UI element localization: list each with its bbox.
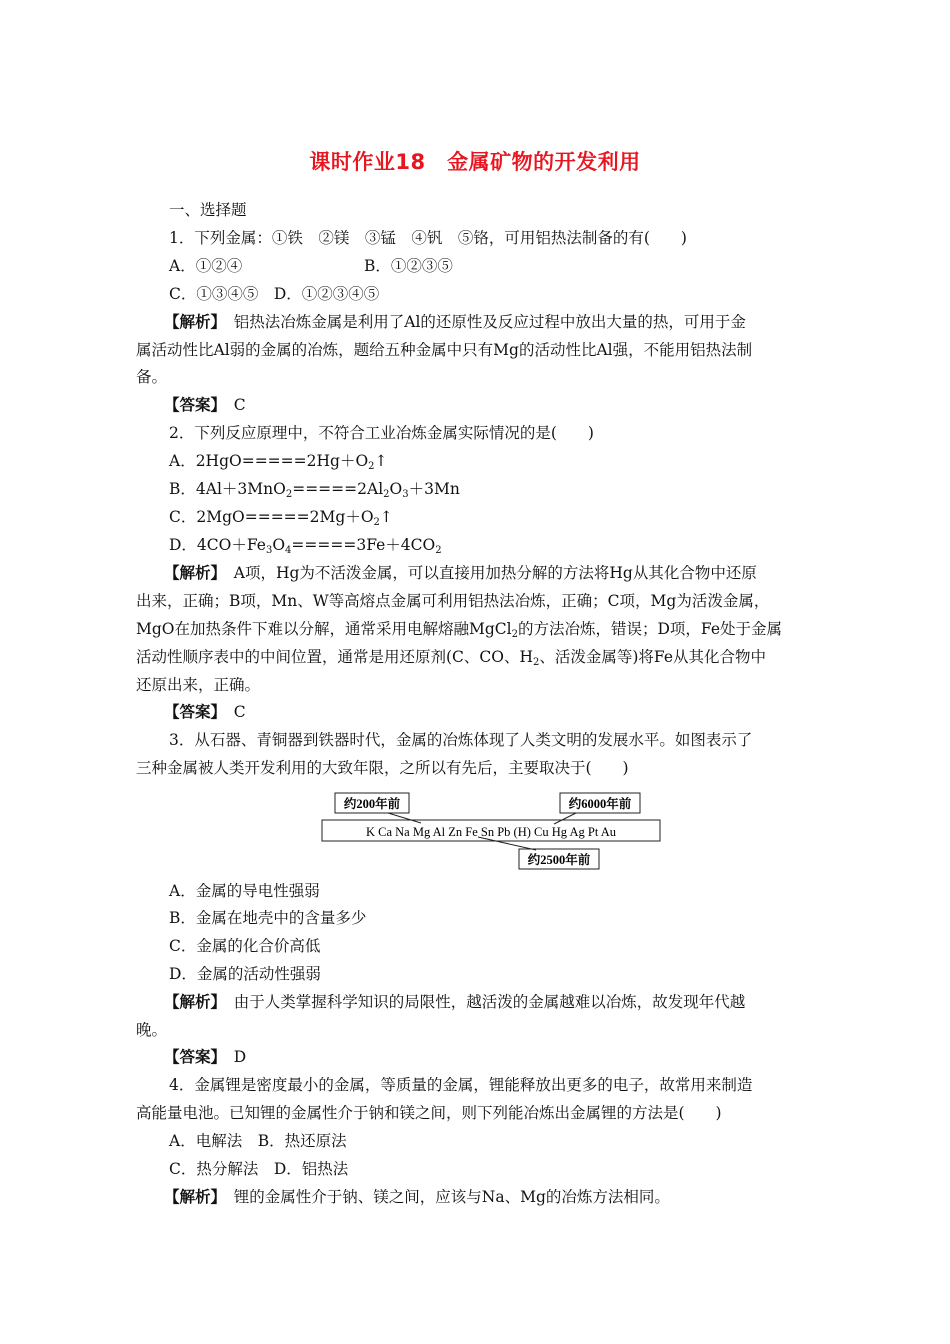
analysis-label: 【解析】	[164, 312, 219, 331]
q2-option-a: A．$2HgO=====2Hg+O_2↑$	[169, 452, 388, 472]
q4-stem: 4．金属锂是密度最小的金属，等质量的金属，锂能释放出更多的电子，故常用来制造	[169, 1076, 753, 1094]
q3-option-a: A．金属的导电性强弱	[169, 882, 320, 900]
q1-analysis-line2: 属活动性比Al弱的金属的冶炼，题给五种金属中只有Mg的活动性比Al强，不能用铝热法制	[136, 341, 753, 359]
q3-analysis	[164, 992, 745, 1012]
q2-option-b: B．$4Al+3MnO_2=====2Al_2O_3+3Mn$	[169, 480, 460, 500]
q1-stem: 1．下列金属：①铁 ②镁 ③锰 ④钒 ⑤铬，可用铝热法制备的有( )	[169, 229, 687, 247]
q2-analysis-text: A项，Hg为不活泼金属，可以直接用加热分解的方法将Hg从其化合物中还原	[233, 564, 757, 582]
q4-analysis-text: 锂的金属性介于钠、镁之间，应该与Na、Mg的冶炼方法相同。	[233, 1188, 670, 1206]
q4-stem-line2: 高能量电池。已知锂的金属性介于钠和镁之间，则下列能冶炼出金属锂的方法是( )	[136, 1104, 722, 1122]
q1-analysis-text: 铝热法冶炼金属是利用了Al的还原性及反应过程中放出大量的热，可用于金	[233, 313, 746, 331]
answer-label: 【答案】	[164, 395, 219, 414]
q3-option-c: C．金属的化合价高低	[169, 937, 321, 955]
q2-stem: 2．下列反应原理中，不符合工业冶炼金属实际情况的是( )	[169, 424, 594, 442]
q2-analysis-line2: 出来，正确；B项，Mn、W等高熔点金属可利用铝热法冶炼，正确；C项，Mg为活泼金属，	[136, 592, 770, 610]
q1-option-a: A．①②④	[169, 257, 243, 275]
analysis-label: 【解析】	[164, 1187, 219, 1206]
q1-options-cd: C．①③④⑤ D．①②③④⑤	[169, 285, 380, 303]
q2-answer	[164, 702, 246, 722]
analysis-label: 【解析】	[164, 992, 219, 1011]
answer-label: 【答案】	[164, 702, 219, 721]
q2-option-d: D．$4CO+Fe_3O_4=====3Fe+4CO_2$	[169, 536, 442, 556]
q3-stem: 3．从石器、青铜器到铁器时代，金属的冶炼体现了人类文明的发展水平。如图表示了	[169, 731, 753, 749]
q2-analysis-line4: 活动性顺序表中的中间位置，通常是用还原剂(C、CO、$H_2$、活泼金属等)将Fe从其化合物中	[136, 648, 767, 668]
q2-answer-value: C	[233, 703, 246, 721]
q3-option-d: D．金属的活动性强弱	[169, 965, 321, 983]
answer-label: 【答案】	[164, 1047, 219, 1066]
metal-activity-diagram	[318, 786, 668, 876]
q2-analysis	[164, 563, 757, 583]
q3-answer-value: D	[233, 1048, 247, 1066]
q1-analysis-line3: 备。	[136, 368, 168, 386]
label-cu: 约6000年前	[568, 797, 632, 811]
q3-analysis-line2: 晚。	[136, 1021, 168, 1039]
q2-analysis-line5: 还原出来，正确。	[136, 676, 261, 694]
q2-option-c: C．$2MgO=====2Mg+O_2↑$	[169, 508, 393, 528]
q1-analysis	[164, 312, 746, 332]
page-title: 课时作业18 金属矿物的开发利用	[309, 150, 641, 174]
q4-options-cd: C．热分解法 D．铝热法	[169, 1160, 349, 1178]
q4-options-ab: A．电解法 B．热还原法	[169, 1132, 347, 1150]
q1-options-ab	[169, 256, 453, 276]
section-heading: 一、选择题	[169, 201, 247, 219]
label-al: 约200年前	[343, 797, 401, 811]
q1-answer-value: C	[233, 396, 246, 414]
q3-stem-line2: 三种金属被人类开发利用的大致年限，之所以有先后，主要取决于( )	[136, 759, 629, 777]
q3-analysis-text: 由于人类掌握科学知识的局限性，越活泼的金属越难以冶炼，故发现年代越	[233, 993, 746, 1011]
analysis-label: 【解析】	[164, 563, 219, 582]
q1-option-b: B．①②③⑤	[364, 257, 453, 275]
activity-series-text: K Ca Na Mg Al Zn Fe Sn Pb (H) Cu Hg Ag Pt Au	[365, 825, 617, 839]
q1-answer	[164, 395, 246, 415]
q3-option-b: B．金属在地壳中的含量多少	[169, 909, 367, 927]
q2-analysis-line3: MgO在加热条件下难以分解，通常采用电解熔融MgCl$_2$的方法冶炼，错误；D项，Fe处于金属	[136, 620, 783, 640]
q4-analysis	[164, 1187, 670, 1207]
q3-answer	[164, 1047, 246, 1067]
label-fe: 约2500年前	[527, 853, 591, 867]
